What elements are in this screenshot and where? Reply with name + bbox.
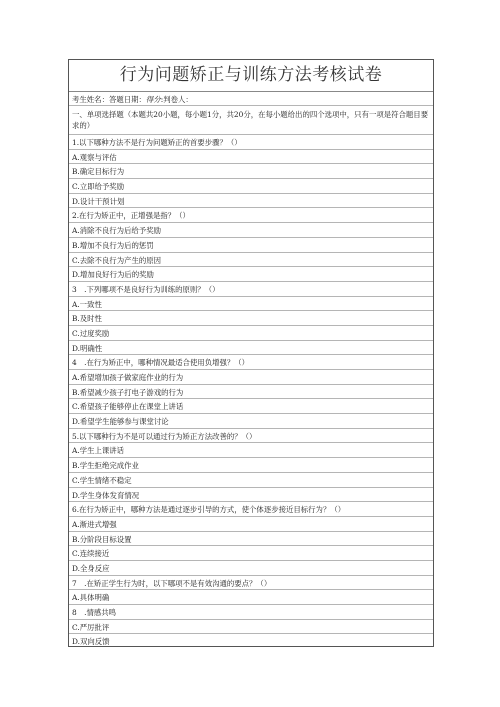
answer-option[interactable]: C.去除不良行为产生的原因: [69, 253, 433, 268]
answer-option[interactable]: D.希望学生能够参与课堂讨论: [69, 414, 433, 429]
answer-option[interactable]: B.增加不良行为后的惩罚: [69, 238, 433, 253]
answer-option[interactable]: A.消除不良行为后给予奖励: [69, 223, 433, 238]
exam-title: 行为问题矫正与训练方法考核试卷: [69, 60, 433, 92]
answer-option[interactable]: A.一致性: [69, 297, 433, 312]
answer-option[interactable]: A.观察与评估: [69, 150, 433, 165]
question-stem: 5.以下哪种行为不是可以通过行为矫正方法改善的？（）: [69, 429, 433, 444]
answer-option[interactable]: A.具体明确: [69, 590, 433, 605]
answer-option[interactable]: B.确定目标行为: [69, 164, 433, 179]
answer-option[interactable]: D.双向反馈: [72, 637, 110, 647]
answer-option[interactable]: C.连续接近: [69, 546, 433, 561]
answer-option[interactable]: B.希望减少孩子打电子游戏的行为: [69, 385, 433, 400]
answer-option[interactable]: C.严厉批评: [69, 620, 433, 635]
answer-option[interactable]: 8 .情感共鸣: [69, 605, 433, 620]
answer-option[interactable]: A.学生上课讲话: [69, 443, 433, 458]
question-stem: 4 .在行为矫正中，哪种情况最适合使用负增强？（）: [69, 355, 433, 370]
answer-option[interactable]: B.学生拒绝完成作业: [69, 458, 433, 473]
candidate-info-row: [69, 92, 433, 106]
answer-option[interactable]: D.明确性: [69, 341, 433, 356]
score-label: 得分: [145, 95, 161, 104]
answer-option[interactable]: D.全身反应: [69, 561, 433, 576]
question-stem: 1.以下哪种方法不是行为问题矫正的首要步骤？（）: [69, 135, 433, 150]
answer-option[interactable]: A.希望增加孩子做家庭作业的行为: [69, 370, 433, 385]
question-stem: 3 .下列哪项不是良好行为训练的原则？（）: [69, 282, 433, 297]
answer-option[interactable]: C.过度奖励: [69, 326, 433, 341]
answer-option[interactable]: B.及时性: [69, 311, 433, 326]
exam-sheet: [68, 59, 434, 647]
answer-option[interactable]: D.学生身体发育情况: [69, 488, 433, 503]
answer-option[interactable]: A.渐进式增强: [69, 517, 433, 532]
section-header: 一、单项选择题（本题共20小题，每小题1分，共20分，在每小题给出的四个选项中，只有一项是符合题目要求的）: [69, 106, 433, 135]
answer-option[interactable]: D.增加良好行为后的奖励: [69, 267, 433, 282]
question-stem: 2.在行为矫正中，正增强是指？（）: [69, 208, 433, 223]
answer-option[interactable]: B.分阶段目标设置: [69, 532, 433, 547]
answer-option[interactable]: D.设计干预计划: [69, 194, 433, 209]
answer-option[interactable]: C.立即给予奖励: [69, 179, 433, 194]
answer-option[interactable]: C.希望孩子能够停止在课堂上讲话: [69, 399, 433, 414]
candidate-info-label: 考生姓名：答题日期：: [72, 95, 146, 104]
grader-label: :判卷人：: [160, 95, 193, 104]
question-stem: 7 .在矫正学生行为时，以下哪项不是有效沟通的要点？（）: [69, 576, 433, 591]
question-list: [69, 135, 433, 647]
question-stem: 6.在行为矫正中，哪种方法是通过逐步引导的方式，使个体逐步接近目标行为？（）: [69, 502, 433, 517]
answer-option[interactable]: C.学生情绪不稳定: [69, 473, 433, 488]
